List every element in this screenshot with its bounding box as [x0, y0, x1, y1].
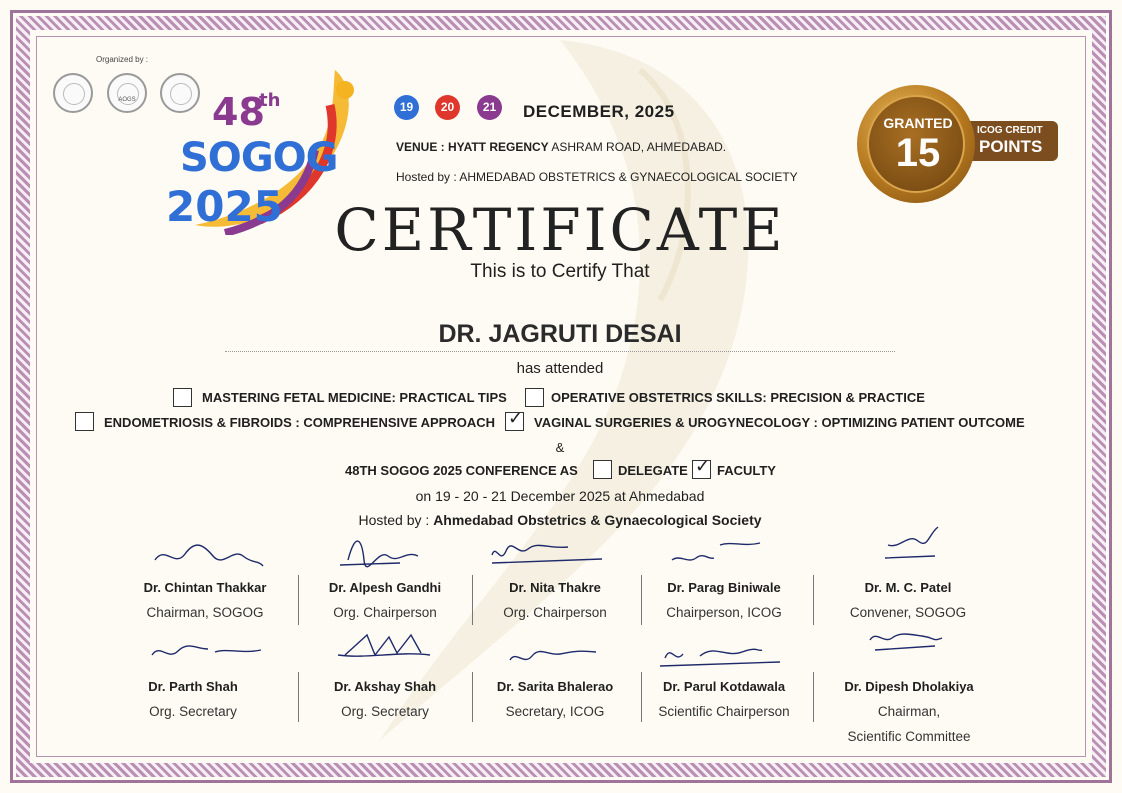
signatory-role: Org. Secretary [341, 704, 429, 719]
checkmark-icon: ✓ [695, 456, 711, 476]
role-label-delegate: DELEGATE [618, 463, 688, 478]
signatory-name: Dr. Alpesh Gandhi [328, 580, 442, 595]
signatory-role: Org. Secretary [149, 704, 237, 719]
signature-divider [641, 672, 642, 722]
signature-divider [472, 672, 473, 722]
signature-sarita [510, 651, 596, 660]
venue-address: ASHRAM ROAD, AHMEDABAD. [548, 140, 727, 154]
signatory-name: Dr. Dipesh Dholakiya [844, 679, 974, 694]
conference-label: 48TH SOGOG 2025 CONFERENCE AS [345, 463, 578, 478]
certificate-title: CERTIFICATE [334, 196, 786, 264]
workshop-label-vaginal-surgeries: VAGINAL SURGERIES & UROGYNECOLOGY : OPTIMIZING PATIENT OUTCOME [534, 415, 1025, 430]
signatory-name: Dr. Parul Kotdawala [662, 679, 786, 694]
signatory-role: Secretary, ICOG [505, 704, 605, 719]
workshop-label-operative-obstetrics: OPERATIVE OBSTETRICS SKILLS: PRECISION & PRACTICE [551, 390, 925, 405]
month-year: DECEMBER, 2025 [523, 102, 675, 121]
signature-dholakiya [870, 634, 942, 650]
date-circle-2: 20 [435, 95, 460, 120]
signatory-role-line2: Scientific Committee [847, 729, 971, 744]
date-circle-3: 21 [477, 95, 502, 120]
signature-parag [672, 543, 760, 560]
signatory-name: Dr. Nita Thakre [509, 580, 601, 595]
signatory-role: Convener, SOGOG [849, 605, 967, 620]
signature-parth [152, 646, 261, 655]
signatory-role: Chairperson, ICOG [666, 605, 782, 620]
certify-subtitle: This is to Certify That [470, 261, 650, 282]
seal-aogs-label: AOGS [118, 97, 136, 103]
venue-label: VENUE : HYATT REGENCY [396, 140, 549, 154]
signature-thakkar [155, 545, 263, 566]
signature-akshay [338, 635, 430, 656]
signature-divider [641, 575, 642, 625]
signatory-role: Chairman, SOGOG [146, 605, 264, 620]
signature-divider [298, 672, 299, 722]
signatory-name: Dr. Parth Shah [148, 679, 238, 694]
hosted-by-label-bottom: Hosted by : [358, 512, 434, 528]
signature-divider [813, 672, 814, 722]
checkmark-icon: ✓ [508, 408, 524, 428]
signature-divider [813, 575, 814, 625]
granted-label: GRANTED [883, 115, 953, 131]
date-circle-1: 19 [394, 95, 419, 120]
organized-by-label: Organized by : [96, 55, 149, 64]
signatory-role: Scientific Chairperson [658, 704, 790, 719]
signatory-role: Org. Chairperson [503, 605, 607, 620]
credit-points-value: 15 [895, 131, 941, 175]
event-logo-year: 2025 [166, 182, 283, 231]
workshop-label-fetal-medicine: MASTERING FETAL MEDICINE: PRACTICAL TIPS [202, 390, 507, 405]
signature-parul [660, 649, 780, 666]
signatory-name: Dr. Parag Biniwale [667, 580, 781, 595]
signatory-name: Dr. Sarita Bhalerao [496, 679, 614, 694]
ampersand: & [555, 440, 565, 455]
signatory-name: Dr. Chintan Thakkar [143, 580, 267, 595]
signature-nita [492, 545, 602, 563]
hosted-by-value-bottom: Ahmedabad Obstetrics & Gynaecological Society [433, 512, 762, 528]
signatory-name: Dr. Akshay Shah [333, 679, 437, 694]
hosted-by-label-top: Hosted by : [396, 170, 460, 184]
event-date-location: on 19 - 20 - 21 December 2025 at Ahmedabad [415, 488, 705, 504]
points-label: POINTS [979, 137, 1043, 156]
hosted-by-value-top: AHMEDABAD OBSTETRICS & GYNAECOLOGICAL SOCIETY [459, 170, 798, 184]
icog-credit-label: ICOG CREDIT [977, 125, 1043, 136]
role-label-faculty: FACULTY [717, 463, 776, 478]
workshop-label-endometriosis: ENDOMETRIOSIS & FIBROIDS : COMPREHENSIVE APPROACH [104, 415, 495, 430]
event-logo-suffix: th [259, 90, 281, 111]
signatory-role: Org. Chairperson [333, 605, 437, 620]
event-logo-number: 48 [212, 90, 265, 134]
signature-divider [472, 575, 473, 625]
has-attended-text: has attended [516, 360, 604, 377]
signatory-name: Dr. M. C. Patel [864, 580, 952, 595]
signature-divider [298, 575, 299, 625]
signature-patel [885, 527, 938, 558]
signatory-role: Chairman, [877, 704, 941, 719]
signature-alpesh [340, 541, 418, 567]
event-logo-name: SOGOG [180, 135, 338, 181]
recipient-name: DR. JAGRUTI DESAI [438, 320, 682, 348]
